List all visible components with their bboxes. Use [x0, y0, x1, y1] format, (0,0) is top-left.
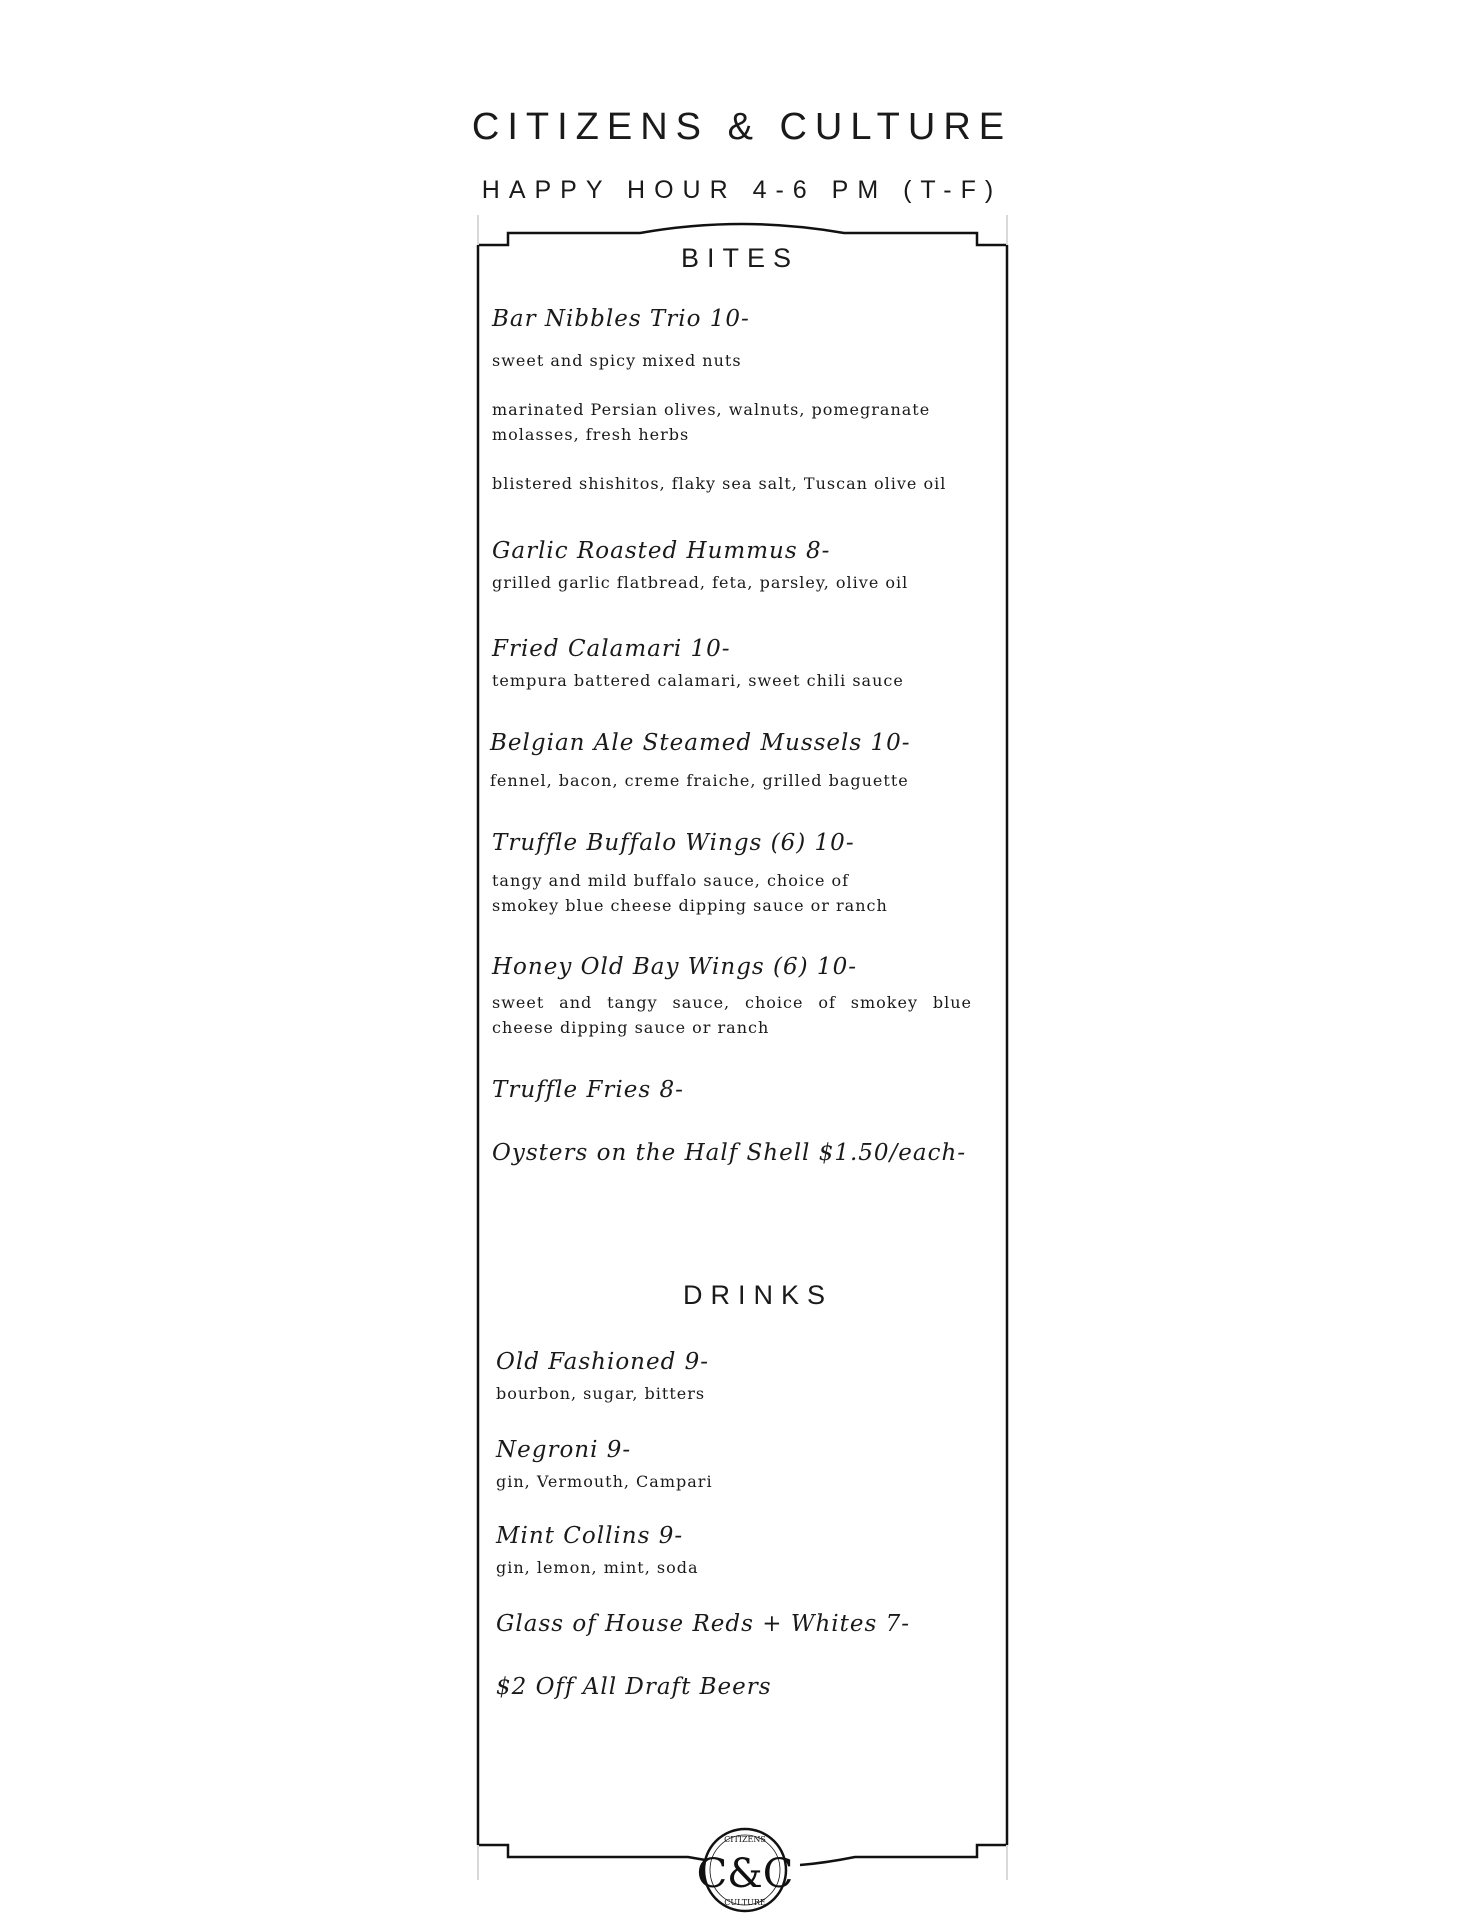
menu-item-calamari: [492, 636, 972, 693]
item-name: Fried Calamari 10-: [492, 636, 731, 662]
logo-seal: [697, 1829, 794, 1911]
restaurant-title: CITIZENS & CULTURE: [471, 106, 1013, 148]
item-desc: grilled garlic flatbread, feta, parsley, olive oil: [492, 573, 909, 592]
item-name: Belgian Ale Steamed Mussels 10-: [490, 730, 911, 756]
item-name: Glass of House Reds + Whites 7-: [496, 1611, 911, 1637]
menu-item-mussels: [490, 730, 970, 793]
menu-item-oysters: [492, 1140, 972, 1166]
item-name: Old Fashioned 9-: [496, 1349, 710, 1375]
menu-item-old-bay-wings: [492, 954, 972, 1040]
logo-initials: C&C: [696, 1851, 794, 1897]
menu-item-buffalo-wings: [492, 830, 912, 918]
menu-item-negroni: [496, 1437, 976, 1494]
bites-heading: BITES: [681, 243, 800, 273]
menu-item-old-fashioned: [496, 1349, 976, 1406]
item-desc-line: blistered shishitos, flaky sea salt, Tuscan olive oil: [492, 474, 947, 493]
item-desc: fennel, bacon, creme fraiche, grilled baguette: [490, 771, 909, 790]
item-desc: tempura battered calamari, sweet chili sauce: [492, 671, 904, 690]
drinks-heading: DRINKS: [683, 1280, 834, 1310]
item-name: Truffle Fries 8-: [492, 1077, 684, 1103]
item-desc: gin, Vermouth, Campari: [496, 1472, 713, 1491]
menu-item-mint-collins: [496, 1523, 976, 1580]
menu-item-bar-nibbles: [492, 306, 972, 520]
logo-top-text: CITIZENS: [724, 1835, 766, 1844]
item-name: Honey Old Bay Wings (6) 10-: [492, 954, 857, 980]
item-name: Negroni 9-: [496, 1437, 632, 1463]
item-name: Truffle Buffalo Wings (6) 10-: [492, 830, 855, 856]
menu-item-hummus: [492, 538, 972, 595]
item-desc-line: marinated Persian olives, walnuts, pomegranate molasses, fresh herbs: [492, 400, 931, 444]
item-desc: sweet and tangy sauce, choice of smokey blue cheese dipping sauce or ranch: [492, 993, 972, 1037]
happy-hour-subtitle: HAPPY HOUR 4-6 PM (T-F): [481, 176, 1003, 204]
item-name: $2 Off All Draft Beers: [496, 1674, 772, 1700]
item-desc: bourbon, sugar, bitters: [496, 1384, 706, 1403]
item-desc-line: sweet and spicy mixed nuts: [492, 351, 742, 370]
item-desc: tangy and mild buffalo sauce, choice of smokey blue cheese dipping sauce or ranch: [492, 871, 888, 915]
item-desc: gin, lemon, mint, soda: [496, 1558, 699, 1577]
item-name: Mint Collins 9-: [496, 1523, 684, 1549]
item-name: Oysters on the Half Shell $1.50/each-: [492, 1140, 967, 1166]
menu-item-draft-beers: [496, 1674, 976, 1700]
logo-bottom-text: CULTURE: [724, 1898, 766, 1907]
item-name: Bar Nibbles Trio 10-: [492, 306, 750, 332]
item-name: Garlic Roasted Hummus 8-: [492, 538, 831, 564]
menu-item-house-wine: [496, 1611, 976, 1637]
menu-item-truffle-fries: [492, 1077, 972, 1103]
